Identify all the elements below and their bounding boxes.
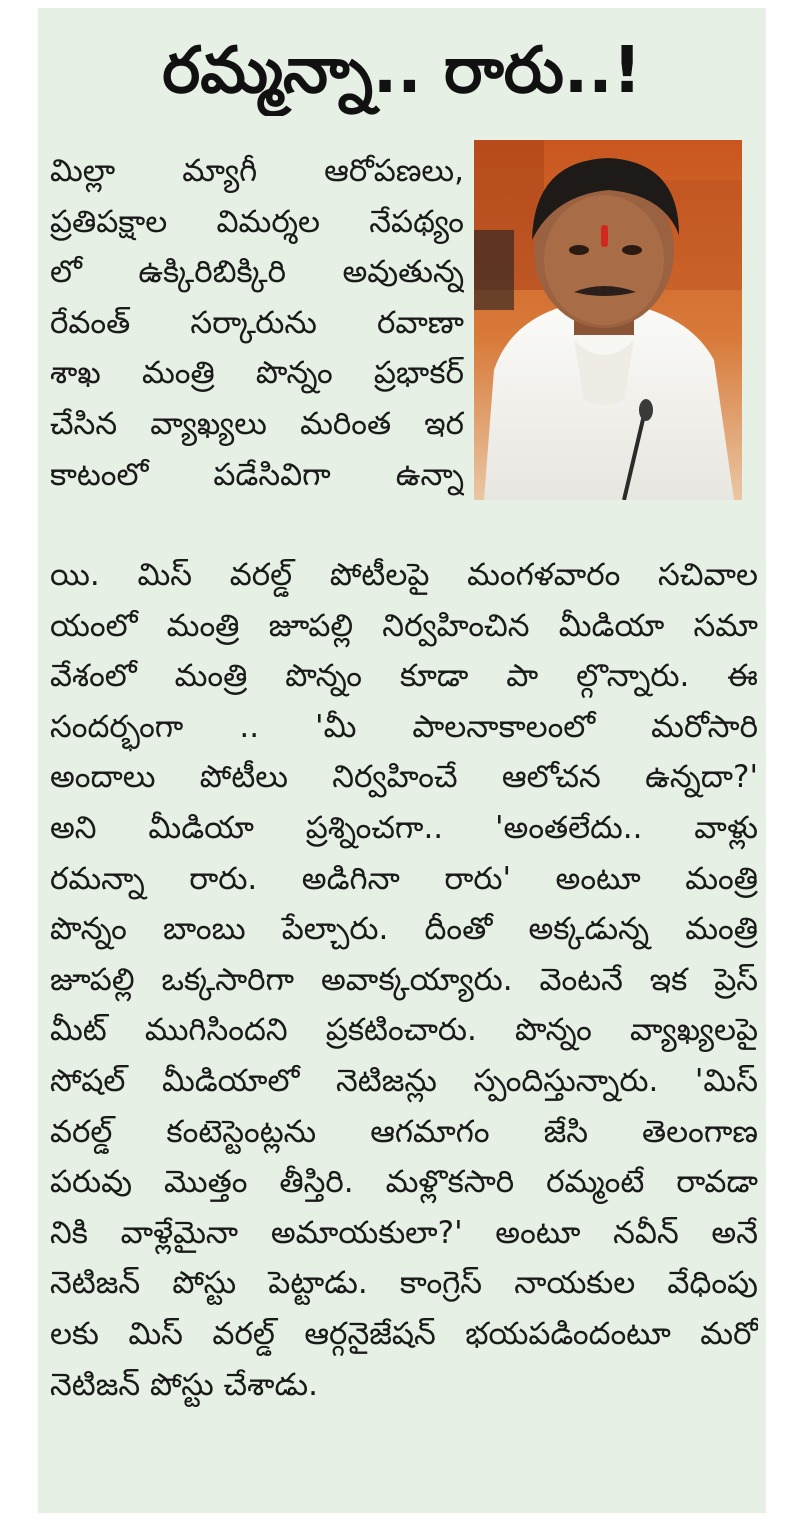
text-line: యి. మిస్ వరల్డ్ పోటీలపై మంగళవారం సచివాల — [50, 557, 758, 593]
text-line: యంలో మంత్రి జూపల్లి నిర్వహించిన మీడియా సమా — [50, 607, 758, 644]
text-line: మీట్ ముగిసిందని ప్రకటించారు. పొన్నం వ్యాఖ్యలపై — [50, 1012, 758, 1049]
text-line: చేసిన వ్యాఖ్యలు మరింత ఇర — [50, 405, 464, 442]
text-line: పరువు మొత్తం తీస్తిరి. మళ్లొకసారి రమ్మంటే రావడా — [50, 1164, 758, 1201]
headline: రమ్మన్నా.. రారు..! — [162, 34, 642, 108]
portrait-photo-icon — [474, 140, 742, 500]
text-line: నెటిజన్ పోస్టు పెట్టాడు. కాంగ్రెస్ నాయకుల వేధింపు — [50, 1265, 758, 1302]
article-body-full — [50, 550, 758, 1410]
text-line: అని మీడియా ప్రశ్నించగా.. 'అంతలేదు.. వాళ్లు — [50, 809, 758, 846]
article-body-wrapped — [50, 146, 464, 500]
text-line: సోషల్ మీడియాలో నెటిజన్లు స్పందిస్తున్నారు. 'మిస్ — [50, 1062, 758, 1099]
newspaper-clipping — [38, 8, 766, 1513]
text-line: వేశంలో మంత్రి పొన్నం కూడా పా ల్గొన్నారు. ఈ — [50, 658, 758, 695]
text-line: అందాలు పోటీలు నిర్వహించే ఆలోచన ఉన్నదా?' — [50, 759, 758, 796]
text-line: లకు మిస్ వరల్డ్ ఆర్గనైజేషన్ భయపడిందంటూ మరో — [50, 1315, 758, 1352]
text-line: జూపల్లి ఒక్కసారిగా అవాక్కయ్యారు. వెంటనే ఇక ప్రెస్ — [50, 961, 758, 998]
text-line: శాఖ మంత్రి పొన్నం ప్రభాకర్ — [50, 355, 464, 392]
text-line: పొన్నం బాంబు పేల్చారు. దీంతో అక్కడున్న మంత్రి — [50, 911, 758, 948]
text-line: రమన్నా రారు. అడిగినా రారు' అంటూ మంత్రి — [50, 860, 758, 897]
text-line: ప్రతిపక్షాల విమర్శల నేపథ్యం — [50, 203, 464, 240]
text-line: మిల్లా మ్యాగీ ఆరోపణలు, — [50, 153, 464, 189]
text-line: వరల్డ్ కంటెస్టెంట్లను ఆగమాగం జేసి తెలంగాణ — [50, 1113, 758, 1150]
minister-photo — [474, 140, 742, 500]
text-line: సందర్భంగా .. 'మీ పాలనాకాలంలో మరోసారి — [50, 708, 758, 745]
text-line: రేవంత్ సర్కారును రవాణా — [50, 304, 464, 341]
text-line: నెటిజన్ పోస్టు చేశాడు. — [50, 1366, 318, 1403]
text-line: నికి వాళ్లేమైనా అమాయకులా?' అంటూ నవీన్ అనే — [50, 1214, 758, 1251]
text-line: కాటంలో పడేసివిగా ఉన్నా — [50, 456, 464, 493]
text-line: లో ఉక్కిరిబిక్కిరి అవుతున్న — [50, 254, 464, 291]
